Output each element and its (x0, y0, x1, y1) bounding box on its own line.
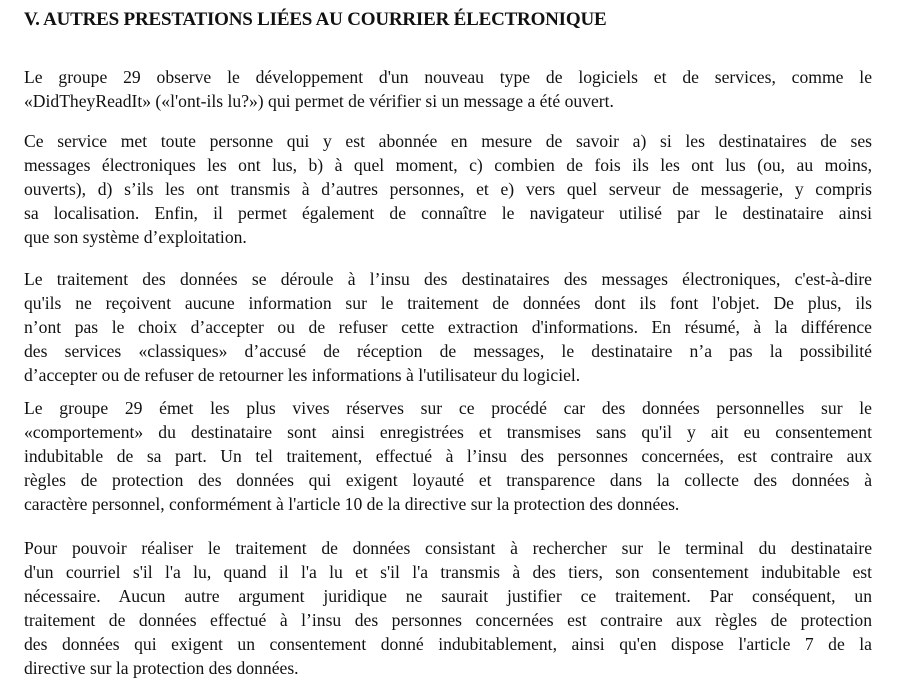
paragraph-line: d’accepter ou de refuser de retourner les informations à l'utilisateur du logiciel. (24, 365, 581, 385)
section-heading: V. AUTRES PRESTATIONS LIÉES AU COURRIER ÉLECTRONIQUE (24, 9, 607, 30)
paragraph-line: que son système d’exploitation. (24, 227, 247, 247)
paragraph-line: nécessaire. Aucun autre argument juridique ne saurait justifier ce traitement. Par conséquent, un (24, 586, 872, 606)
paragraph-line: Le traitement des données se déroule à l’insu des destinataires des messages électroniques, c'est-à-dire (24, 269, 872, 289)
paragraph-line: Le groupe 29 observe le développement d'un nouveau type de logiciels et de services, comme le (24, 67, 872, 87)
paragraph-line: «DidTheyReadIt» («l'ont-ils lu?») qui permet de vérifier si un message a été ouvert. (24, 91, 614, 111)
paragraph-line: d'un courriel s'il l'a lu, quand il l'a lu et s'il l'a transmis à des tiers, son consentement indubitable est (24, 562, 872, 582)
paragraph-line: messages électroniques les ont lus, b) à quel moment, c) combien de fois ils les ont lus (ou, au moins, (24, 155, 872, 175)
paragraph-line: Le groupe 29 émet les plus vives réserves sur ce procédé car des données personnelles sur le (24, 398, 872, 418)
paragraph-line: caractère personnel, conformément à l'article 10 de la directive sur la protection des données. (24, 494, 680, 514)
paragraph-line: directive sur la protection des données. (24, 658, 299, 678)
paragraph-line: «comportement» du destinataire sont ainsi enregistrées et transmises sans qu'il y ait eu consentement (24, 422, 872, 442)
paragraph-1 (24, 65, 872, 113)
paragraph-line: indubitable de sa part. Un tel traitement, effectué à l’insu des personnes concernées, est contraire aux (24, 446, 872, 466)
paragraph-line: ouverts), d) s’ils les ont transmis à d’autres personnes, et e) vers quel serveur de messagerie, y compris (24, 179, 872, 199)
paragraph-4 (24, 396, 872, 516)
paragraph-line: des services «classiques» d’accusé de réception de messages, le destinataire n’a pas la possibilité (24, 341, 872, 361)
paragraph-line: qu'ils ne reçoivent aucune information sur le traitement de données dont ils font l'objet. De plus, ils (24, 293, 872, 313)
paragraph-line: des données qui exigent un consentement donné indubitablement, ainsi qu'en dispose l'article 7 de la (24, 634, 872, 654)
paragraph-2 (24, 129, 872, 249)
paragraph-line: Pour pouvoir réaliser le traitement de données consistant à rechercher sur le terminal du destinataire (24, 538, 872, 558)
paragraph-line: sa localisation. Enfin, il permet également de connaître le navigateur utilisé par le destinataire ainsi (24, 203, 872, 223)
paragraph-line: Ce service met toute personne qui y est abonnée en mesure de savoir a) si les destinataires de ses (24, 131, 872, 151)
paragraph-5 (24, 536, 872, 680)
paragraph-line: n’ont pas le choix d’accepter ou de refuser cette extraction d'informations. En résumé, à la différence (24, 317, 872, 337)
paragraph-line: règles de protection des données qui exigent loyauté et transparence dans la collecte des données à (24, 470, 872, 490)
paragraph-3 (24, 267, 872, 387)
paragraph-line: traitement de données effectué à l’insu des personnes concernées est contraire aux règles de protection (24, 610, 872, 630)
